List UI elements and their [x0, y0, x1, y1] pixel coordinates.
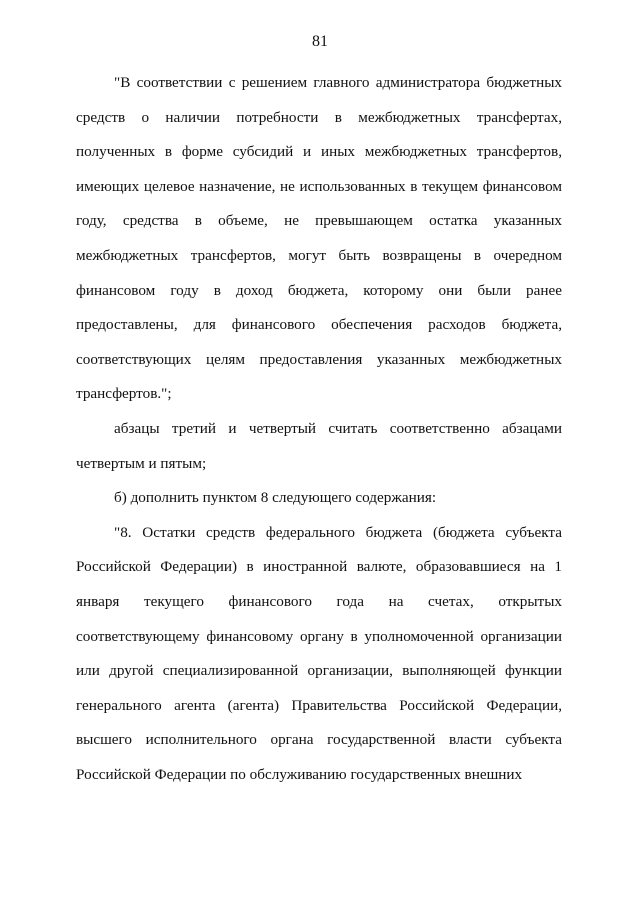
document-body — [76, 66, 562, 792]
paragraph-renumber-abzacy: абзацы третий и четвертый считать соответственно абзацами четвертым и пятым; — [76, 419, 562, 472]
paragraph-add-point-8: б) дополнить пунктом 8 следующего содержания: — [114, 489, 437, 507]
paragraph-quoted-budget-transfers: "В соответствии с решением главного администратора бюджетных средств о наличии потребности в межбюджетных трансфертах, полученных в форме субсидий и иных межбюджетных трансфертов, имеющих целевое назначение, не использованных в текущем финансовом году, средства в объеме, не превышающем остатка указанных межбюджетных трансфертов, могут быть возвращены в очередном финансовом году в доход бюджета, которому они были ранее предоставлены, для финансового обеспечения расходов бюджета, соответствующих целям предоставления указанных межбюджетных трансфертов."; — [76, 74, 562, 403]
page-number: 81 — [312, 33, 328, 50]
paragraph-point-8-text: "8. Остатки средств федерального бюджета (бюджета субъекта Российской Федерации) в иностранной валюте, образовавшиеся на 1 января текущего финансового года на счетах, открытых соответствующему финансовому органу в уполномоченной организации или другой специализированной организации, выполняющей функции генерального агента (агента) Правительства Российской Федерации, высшего исполнительного органа государственной власти субъекта Российской Федерации по обслуживанию государственных внешних — [76, 523, 562, 783]
